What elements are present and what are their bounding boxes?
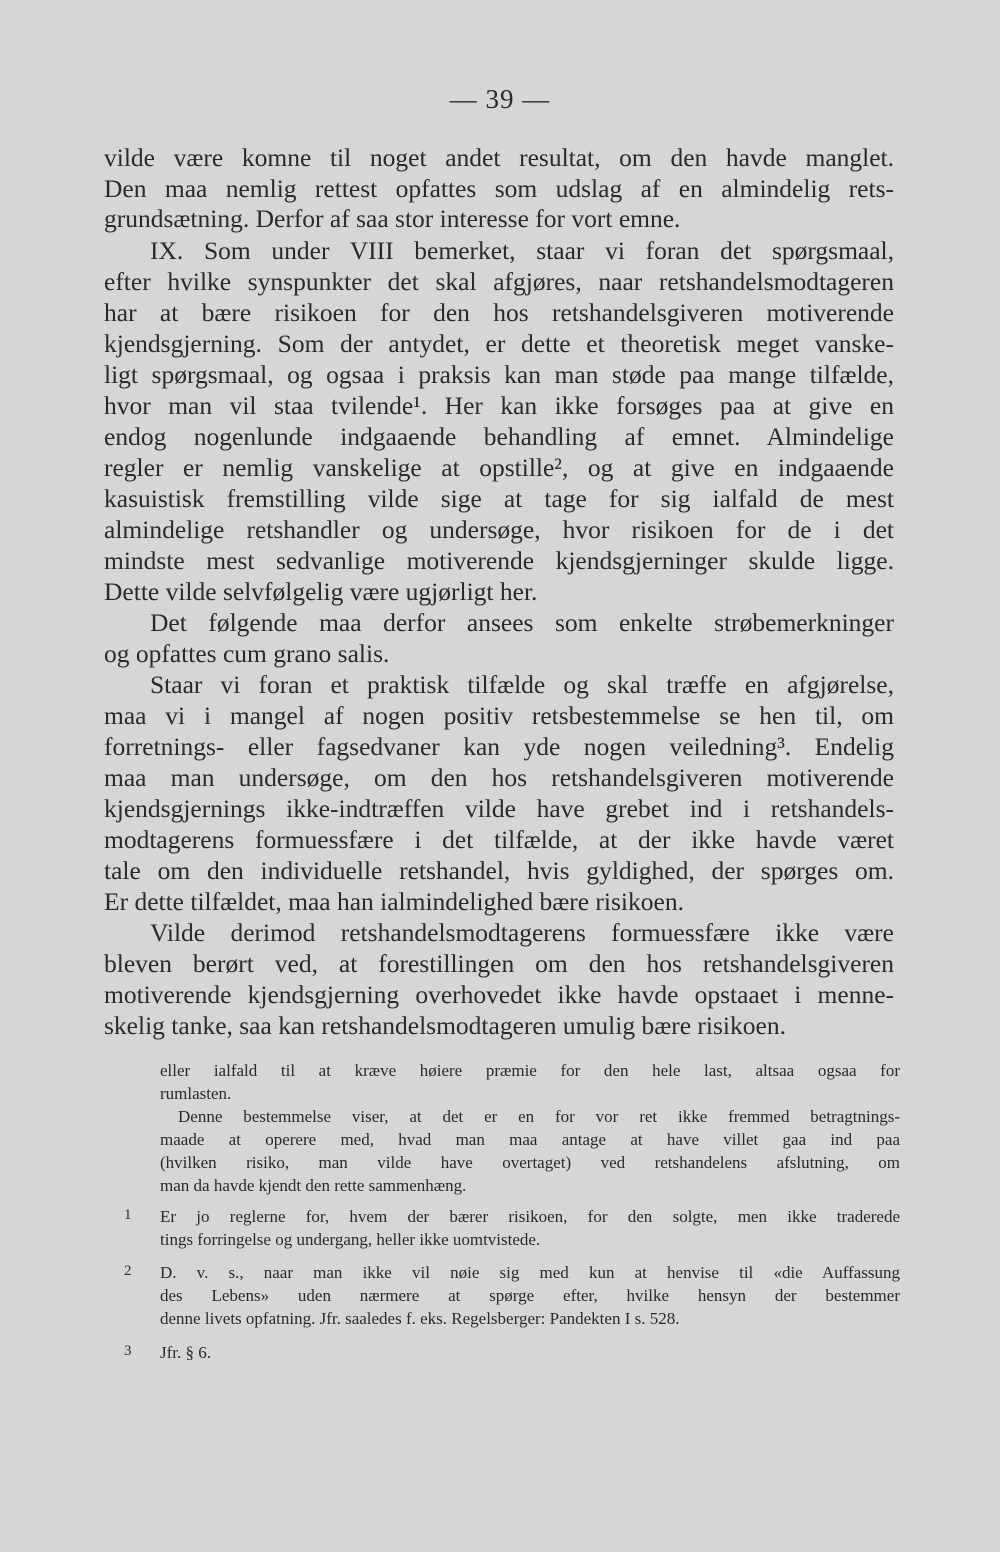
footnote-marker: 2 (124, 1263, 132, 1279)
footnote-line: man da havde kjendt den rette sammenhæng. (160, 1176, 467, 1195)
body-line: skelig tanke, saa kan retshandelsmodtageren umulig bære risikoen. (104, 1011, 786, 1040)
body-line: kjendsgjerning. Som der antydet, er dette et theoretisk meget vanske- (104, 329, 894, 358)
body-line: Staar vi foran et praktisk tilfælde og skal træffe en afgjørelse, (150, 670, 894, 699)
body-line: grundsætning. Derfor af saa stor interesse for vort emne. (104, 204, 681, 233)
footnote-line: (hvilken risiko, man vilde have overtaget) ved retshandelens afslutning, om (160, 1153, 900, 1172)
body-line: motiverende kjendsgjerning overhovedet ikke havde opstaaet i menne- (104, 980, 894, 1009)
body-line: regler er nemlig vanskelige at opstille², og at give en indgaaende (104, 453, 894, 482)
body-line: endog nogenlunde indgaaende behandling af emnet. Almindelige (104, 422, 894, 451)
footnote-line: Denne bestemmelse viser, at det er en for vor ret ikke fremmed betragtnings- (178, 1107, 900, 1126)
footnote-line: eller ialfald til at kræve høiere præmie for den hele last, altsaa ogsaa for (160, 1061, 900, 1080)
body-line: modtagerens formuessfære i det tilfælde, at der ikke havde været (104, 825, 894, 854)
footnote-marker: 3 (124, 1343, 132, 1359)
body-line: Det følgende maa derfor ansees som enkelte strøbemerkninger (150, 608, 894, 637)
body-line: kasuistisk fremstilling vilde sige at tage for sig ialfald de mest (104, 484, 894, 513)
body-line: Dette vilde selvfølgelig være ugjørligt her. (104, 577, 538, 606)
footnote-line: rumlasten. (160, 1084, 232, 1103)
body-line: ligt spørgsmaal, og ogsaa i praksis kan man støde paa mange tilfælde, (104, 360, 894, 389)
footnote-line: tings forringelse og undergang, heller ikke uomtvistede. (160, 1230, 541, 1249)
body-line: IX. Som under VIII bemerket, staar vi foran det spørgsmaal, (150, 236, 894, 265)
body-line: efter hvilke synspunkter det skal afgjøres, naar retshandelsmodtageren (104, 267, 894, 296)
body-line: hvor man vil staa tvilende¹. Her kan ikke forsøges paa at give en (104, 391, 894, 420)
body-line: Er dette tilfældet, maa han ialmindelighed bære risikoen. (104, 887, 684, 916)
body-line: Den maa nemlig rettest opfattes som udslag af en almindelig rets- (104, 174, 894, 203)
footnote-line: Er jo reglerne for, hvem der bærer risikoen, for den solgte, men ikke traderede (160, 1207, 900, 1226)
body-line: maa man undersøge, om den hos retshandelsgiveren motiverende (104, 763, 894, 792)
body-line: forretnings- eller fagsedvaner kan yde nogen veiledning³. Endelig (104, 732, 894, 761)
body-line: almindelige retshandler og undersøge, hvor risikoen for de i det (104, 515, 894, 544)
body-line: Vilde derimod retshandelsmodtagerens formuessfære ikke være (150, 918, 894, 947)
footnote-marker: 1 (124, 1207, 132, 1223)
footnote-line: maade at operere med, hvad man maa antage at have villet gaa ind paa (160, 1130, 900, 1149)
body-line: kjendsgjernings ikke-indtræffen vilde have grebet ind i retshandels- (104, 794, 894, 823)
body-line: og opfattes cum grano salis. (104, 639, 390, 668)
footnote-line: Jfr. § 6. (160, 1343, 211, 1362)
footnote-line: denne livets opfatning. Jfr. saaledes f. eks. Regelsberger: Pandekten I s. 528. (160, 1309, 680, 1328)
body-line: mindste mest sedvanlige motiverende kjendsgjerninger skulde ligge. (104, 546, 894, 575)
footnote-line: D. v. s., naar man ikke vil nøie sig med kun at henvise til «die Auffassung (160, 1263, 900, 1282)
body-line: bleven berørt ved, at forestillingen om den hos retshandelsgiveren (104, 949, 894, 978)
body-line: vilde være komne til noget andet resultat, om den havde manglet. (104, 143, 894, 172)
body-line: har at bære risikoen for den hos retshandelsgiveren motiverende (104, 298, 894, 327)
body-line: tale om den individuelle retshandel, hvis gyldighed, der spørges om. (104, 856, 894, 885)
body-line: maa vi i mangel af nogen positiv retsbestemmelse se hen til, om (104, 701, 894, 730)
footnote-line: des Lebens» uden nærmere at spørge efter, hvilke hensyn der bestemmer (160, 1286, 900, 1305)
page-number: — 39 — (449, 84, 551, 114)
